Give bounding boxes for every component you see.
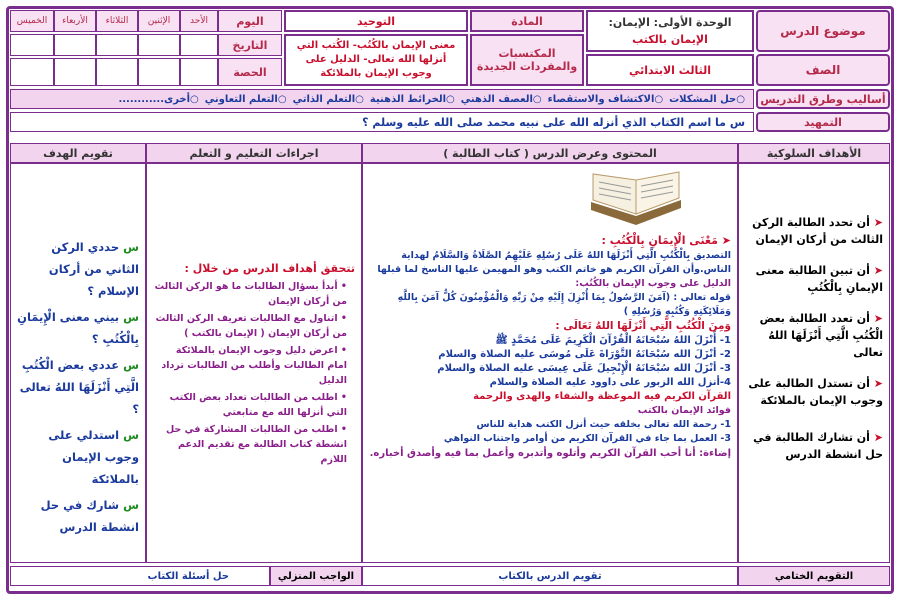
content-meaning-text: التصديق بِالْكُتُبِ الَّتِي أَنْزَلَهَا اللهُ عَلَى رُسُلِهِ عَلَيْهِمُ الصَّلَاةُ وَالسَّلَامُ لهداية الناس.وأن القرآن الكريم هو خاتم الكتب وهو المهيمن عليها الناسخ لما قبلها xyxy=(377,250,731,275)
day-sun: الأحد xyxy=(180,10,218,32)
objective-item: ➤ أن تستدل الطالبة على وجوب الإيمان بالملائكة xyxy=(743,375,883,409)
content-extra: إضاءة: أنا أحب القرآن الكريم وأتلوه وأتدبره وأعمل بما فيه وأصدق أخباره. xyxy=(369,448,731,459)
grade-label: الصف xyxy=(756,54,890,86)
concepts-value: معنى الإيمان بالكُتُب- الكُتب التي أنزلها الله تعالى- الدليل على وجوب الإيمان بالملائكة xyxy=(284,34,468,86)
question-marker: س xyxy=(123,428,139,442)
method-text: الخرائط الذهنية xyxy=(369,93,447,105)
book-image xyxy=(369,168,731,234)
concepts-label: المكتسبات والمفردات الجديدة xyxy=(470,34,584,86)
procedure-text: اطلب من الطالبات المشاركة في حل انشطة كتاب الطالبة مع تقديم الدعم اللازم xyxy=(165,424,347,465)
grade-value: الثالث الابتدائي xyxy=(586,54,754,86)
subject-label: المادة xyxy=(470,10,584,32)
content-benefit-item: 1- رحمة الله تعالى بخلقه حيث أنزل الكتب هداية للناس xyxy=(476,419,731,430)
objectives-header: الأهداف السلوكية xyxy=(738,143,890,163)
objective-item: ➤ أن تشارك الطالبة في حل انشطة الدرس xyxy=(743,429,883,463)
final-eval-value: تقويم الدرس بالكتاب xyxy=(362,566,738,586)
method-option[interactable]: ○الاكتشاف والاستقصاء xyxy=(547,93,664,105)
method-option[interactable]: ○حل المشكلات xyxy=(669,93,745,105)
method-text: أخرى............ xyxy=(118,93,191,105)
unit-sub: الإيمان بالكتب xyxy=(632,33,708,46)
procedure-text: اطلب من الطالبات تعداد بعض الكتب التي أنزلها الله مع متابعتي xyxy=(169,392,347,418)
date-cell[interactable] xyxy=(10,34,54,56)
day-wed: الأربعاء xyxy=(54,10,96,32)
method-text: التعلم الذاتي xyxy=(292,93,356,105)
content-quran-note: القرآن الكريم فيه الموعظة والشفاء والهدى والرحمة xyxy=(473,391,731,402)
content-header: المحتوى وعرض الدرس ( كتاب الطالبة ) xyxy=(362,143,738,163)
content-book-item: 4-أنزل الله الزبور على داوود عليه الصلاة والسلام xyxy=(489,377,731,388)
day-thu: الخميس xyxy=(10,10,54,32)
procedures-column xyxy=(146,163,362,563)
evaluation-item xyxy=(15,424,139,490)
date-label: التاريخ xyxy=(218,34,282,56)
intro-text: س ما اسم الكتاب الذي أنزله الله على نبيه محمد صلى الله عليه وسلم ؟ xyxy=(10,112,754,132)
evaluation-text: شارك في حل انشطة الدرس xyxy=(40,498,139,534)
content-book-item: 1- أَنْزَلَ اللهُ سُبْحَانَهُ الْقُرْآنَ الْكَرِيمَ عَلَى مُحَمَّدٍ ﷺ xyxy=(495,335,731,346)
question-marker: س xyxy=(123,240,139,254)
evaluation-item xyxy=(15,306,139,350)
method-text: حل المشكلات xyxy=(669,93,737,105)
procedure-item: • اطلب من الطالبات المشاركة في حل انشطة كتاب الطالبة مع تقديم الدعم اللازم xyxy=(165,424,347,465)
question-marker: س xyxy=(123,358,139,372)
intro-label: التمهيد xyxy=(756,112,890,132)
content-benefit-item: 3- العمل بما جاء في القرآن الكريم من أوامر واجتناب النواهي xyxy=(443,433,731,444)
period-cell[interactable] xyxy=(138,58,180,86)
content-proof-text: قوله تعالى : (آمَنَ الرَّسُولُ بِمَا أُنْزِلَ إِلَيْهِ مِنْ رَبِّهِ وَالْمُؤْمِنُونَ كُلٌّ آمَنَ بِاللَّهِ وَمَلَائِكَتِهِ وَكُتُبِهِ وَرُسُلِهِ ) xyxy=(397,292,731,317)
evaluation-text: عددي بعض الْكُتُبِ الَّتِي أَنْزَلَهَا اللهُ تعالى ؟ xyxy=(19,358,139,416)
quran-book-icon xyxy=(581,170,691,232)
unit-title: الوحدة الأولى: الإيمان: xyxy=(608,16,732,29)
unit-cell xyxy=(586,10,754,52)
question-marker: س xyxy=(123,310,139,324)
evaluation-text: بيني معنى الْإِيمَانِ بِالْكُتُبِ ؟ xyxy=(17,310,139,346)
method-option[interactable]: ○أخرى............ xyxy=(118,93,199,105)
homework-label: الواجب المنزلي xyxy=(270,566,362,586)
procedure-item: • اطلب من الطالبات تعداد بعض الكتب التي أنزلها الله مع متابعتي xyxy=(169,392,347,418)
methods-label: أساليب وطرق التدريس xyxy=(756,89,890,109)
method-option[interactable]: ○التعلم الذاتي xyxy=(292,93,364,105)
content-benefits-heading: فوائد الإيمان بالكتب xyxy=(637,405,731,416)
method-text: الاكتشاف والاستقصاء xyxy=(547,93,655,105)
period-cell[interactable] xyxy=(10,58,54,86)
evaluation-text: حددي الركن الثاني من أركان الإسلام ؟ xyxy=(48,240,139,298)
day-tue: الثلاثاء xyxy=(96,10,138,32)
day-label: اليوم xyxy=(218,10,282,32)
procedure-item: • اعرض دليل وجوب الإيمان بالملائكة امام الطالبات وأطلب من الطالبات ترداد الدليل xyxy=(161,345,347,386)
content-column xyxy=(362,163,738,563)
procedure-text: اعرض دليل وجوب الإيمان بالملائكة امام الطالبات وأطلب من الطالبات ترداد الدليل xyxy=(161,345,347,386)
evaluation-item xyxy=(15,494,139,538)
procedures-header: اجراءات التعليم و التعلم xyxy=(146,143,362,163)
evaluation-item xyxy=(15,236,139,302)
procedures-intro: تتحقق أهداف الدرس من خلال : xyxy=(184,262,355,275)
procedure-item: • اتناول مع الطالبات تعريف الركن الثالث من أركان الإيمان ( الإيمان بالكتب ) xyxy=(155,313,347,339)
period-label: الحصة xyxy=(218,58,282,86)
content-book-item: 2- أنْزَلَ الله سُبْحَانَهُ التَّوْرَاةَ عَلَى مُوسَى عليه الصلاة والسلام xyxy=(438,349,731,360)
date-cell[interactable] xyxy=(54,34,96,56)
subject-value: التوحيد xyxy=(284,10,468,32)
question-marker: س xyxy=(123,498,139,512)
date-cell[interactable] xyxy=(138,34,180,56)
topic-label: موضوع الدرس xyxy=(756,10,890,52)
day-mon: الإثنين xyxy=(138,10,180,32)
objective-item: ➤ أن تعدد الطالبة بعض الْكُتُبِ الَّتِي أَنْزَلَهَا اللهُ تعالى xyxy=(743,310,883,361)
period-cell[interactable] xyxy=(180,58,218,86)
homework-value: حل أسئلة الكتاب xyxy=(10,566,270,586)
content-heading-books: وَمِنَ الْكُتُبِ الَّتِي أَنْزَلَهَا اللهُ تَعَالَى : xyxy=(555,320,731,332)
method-option[interactable]: ○الخرائط الذهنية xyxy=(369,93,455,105)
date-cell[interactable] xyxy=(96,34,138,56)
method-option[interactable]: ○التعلم التعاوني xyxy=(204,93,287,105)
methods-bar xyxy=(10,89,754,109)
method-option[interactable]: ○العصف الذهني xyxy=(460,93,542,105)
evaluation-column xyxy=(10,163,146,563)
final-eval-label: التقويم الختامي xyxy=(738,566,890,586)
content-book-item: 3- أنْزَلَ الله سُبْحَانَهُ الْإِنْجِيلَ عَلَى عِيسَى عليه الصلاة والسلام xyxy=(437,363,731,374)
evaluation-item xyxy=(15,354,139,420)
content-heading-meaning: ➤ مَعْنَى الْإِيمَانِ بِالْكُتُبِ : xyxy=(369,234,731,247)
content-heading-proof: الدليل على وجوب الإيمان بالكُتُب: xyxy=(575,278,731,289)
objective-item: ➤ أن تبين الطالبة معنى الإيمانِ بِالْكُتُبِ xyxy=(743,262,883,296)
method-text: العصف الذهني xyxy=(460,93,533,105)
evaluation-text: استدلي على وجوب الإيمان بالملائكة xyxy=(48,428,139,486)
evaluation-header: تقويم الهدف xyxy=(10,143,146,163)
objectives-column xyxy=(738,163,890,563)
objective-item: ➤ أن تحدد الطالبة الركن الثالث من أركان الإيمان xyxy=(743,214,883,248)
period-cell[interactable] xyxy=(96,58,138,86)
procedure-item: • أبدأ بسؤال الطالبات ما هو الركن الثالث من أركان الإيمان xyxy=(154,281,347,307)
period-cell[interactable] xyxy=(54,58,96,86)
procedure-text: أبدأ بسؤال الطالبات ما هو الركن الثالث من أركان الإيمان xyxy=(154,281,347,307)
procedure-text: اتناول مع الطالبات تعريف الركن الثالث من أركان الإيمان ( الإيمان بالكتب ) xyxy=(155,313,347,339)
method-text: التعلم التعاوني xyxy=(204,93,278,105)
date-cell[interactable] xyxy=(180,34,218,56)
